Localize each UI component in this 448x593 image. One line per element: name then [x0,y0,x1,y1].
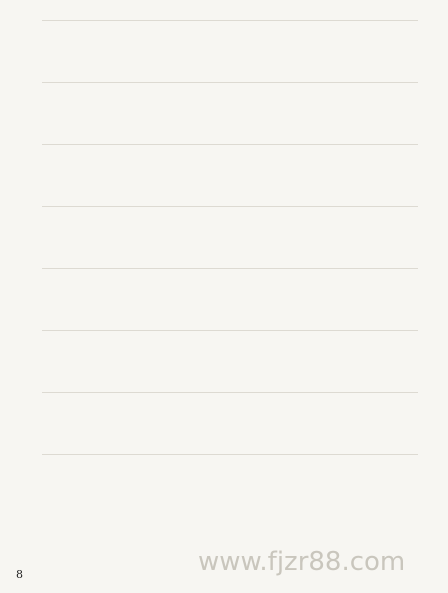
text-block [42,82,418,141]
text-block [42,268,418,327]
text-block [42,454,418,513]
text-block [42,206,418,265]
page-number: 8 [16,568,23,581]
watermark: www.fjzr88.com [198,547,406,577]
text-block [42,392,418,451]
text-block [42,144,418,203]
text-block [42,330,418,389]
text-block [42,20,418,79]
